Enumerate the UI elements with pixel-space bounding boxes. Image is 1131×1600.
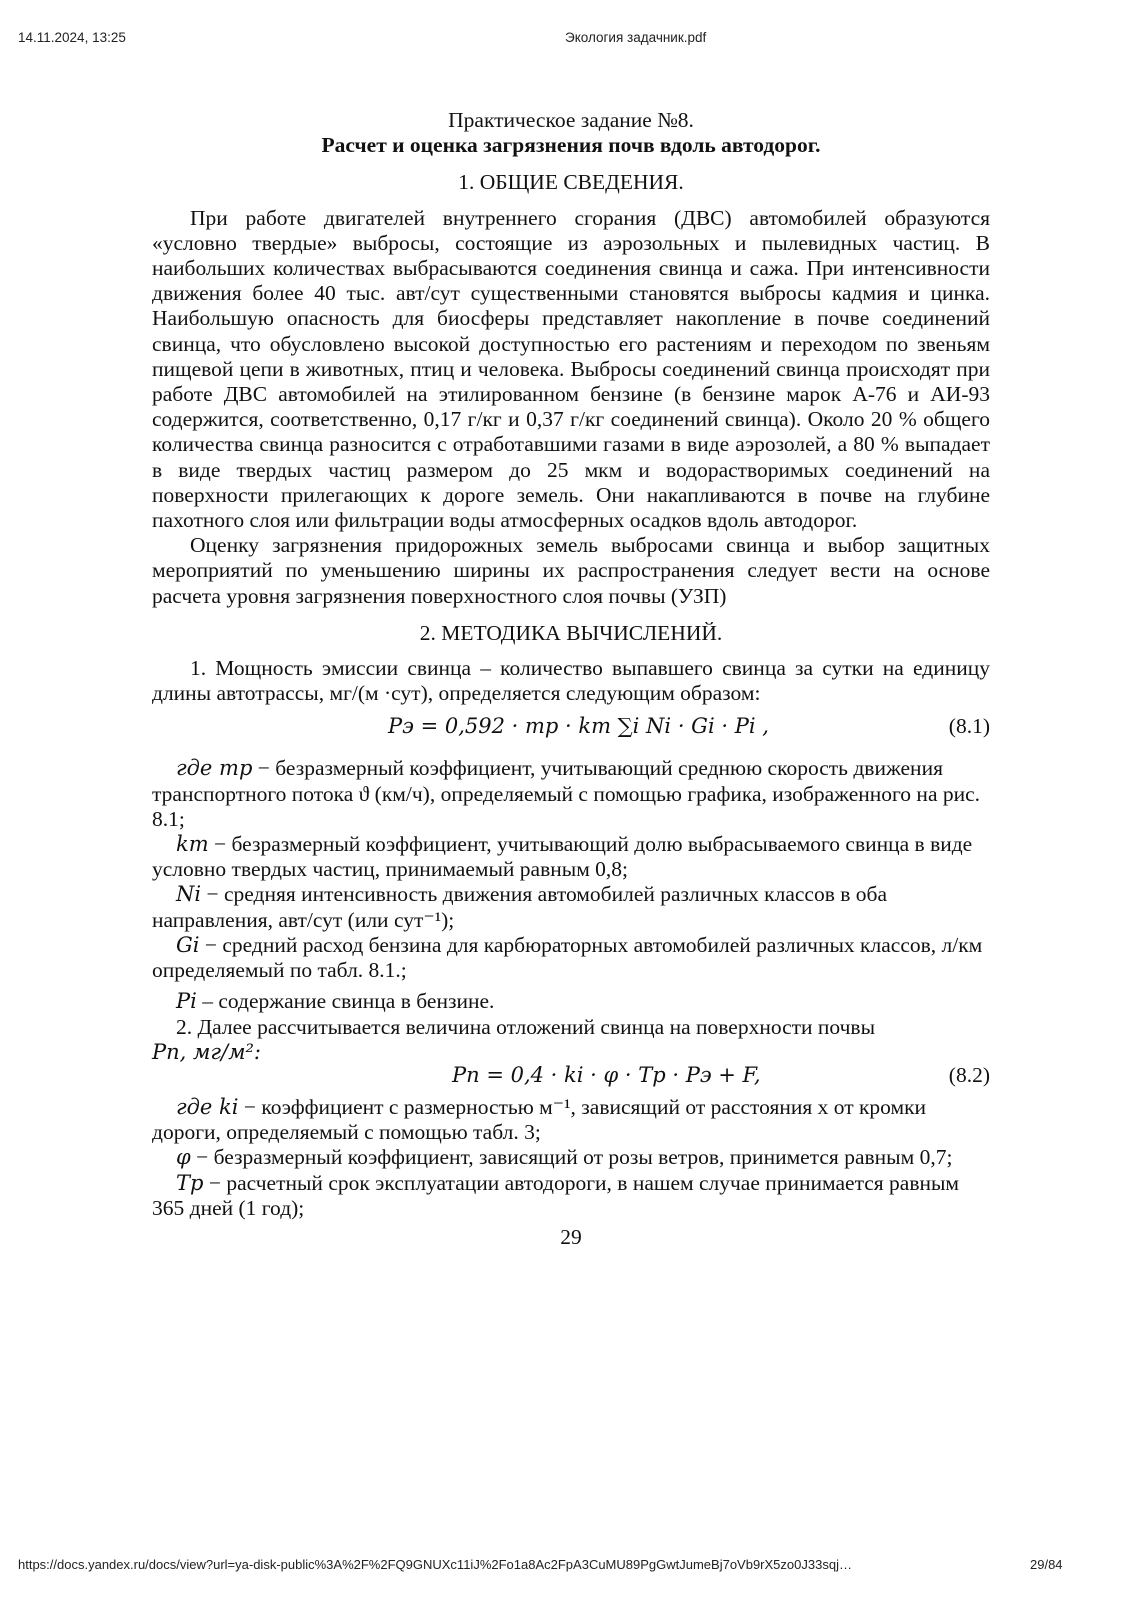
paragraph-general-info: При работе двигателей внутреннего сгорания (ДВС) автомобилей образуются «условно твердые» выбросы, состоящие из аэрозольных и пылевидных частиц. В наибольших количествах выбрасываются соединения свинца и сажа. При интенсивности движения более 40 тыс. авт/сут существенными становятся выбросы кадмия и цинка. Наибольшую опасность для биосферы представляет накопление в почве соединений свинца, что обусловлено высокой доступностью его растениям и переходом по звеньям пищевой цепи в животных, птиц и человека. Выбросы соединений свинца происходят при работе ДВС автомобилей на этилированном бензине (в бензине марок А-76 и АИ-93 содержится, соответственно, 0,17 г/кг и 0,37 г/кг соединений свинца). Около 20 % общего количества свинца разносится с отработавшими газами в виде аэрозолей, а 80 % выпадает в виде твердых частиц размером до 25 мкм и водорастворимых соединений на поверхности прилегающих к дороге земель. Они накапливаются в почве на глубине пахотного слоя или фильтрации воды атмосферных осадков вдоль автодорог.	[152, 205, 990, 533]
definition-mp	[152, 756, 990, 832]
step-1-text: 1. Мощность эмиссии свинца – количество выпавшего свинца за сутки на единицу длины автотрассы, мг/(м ·сут), определяется следующим образом:	[152, 656, 990, 706]
definition-ki	[152, 1095, 990, 1145]
step-2-unit-text: Pп, мг/м²:	[152, 1039, 262, 1064]
paragraph-assessment: Оценку загрязнения придорожных земель выбросами свинца и выбор защитных мероприятий по уменьшению ширины их распространения следует вести на основе расчета уровня загрязнения поверхностного слоя почвы (УЗП)	[152, 533, 990, 608]
var-tp: Tp	[176, 1170, 204, 1195]
section-heading-general: 1. ОБЩИЕ СВЕДЕНИЯ.	[458, 170, 684, 195]
var-phi: φ	[176, 1145, 191, 1170]
definition-ni-text: − средняя интенсивность движения автомобилей различных классов в оба направления, авт/сут (или сут⁻¹);	[152, 882, 887, 932]
task-title: Расчет и оценка загрязнения почв вдоль автодорог.	[321, 133, 821, 158]
definition-tp	[152, 1171, 990, 1221]
print-timestamp: 14.11.2024, 13:25	[18, 30, 126, 45]
definition-pi	[152, 989, 990, 1014]
var-ki: где ki	[176, 1094, 239, 1119]
definition-tp-text: − расчетный срок эксплуатации автодороги, в нашем случае принимается равным 365 дней (1 год);	[152, 1170, 960, 1220]
document-page	[152, 108, 990, 1250]
step-2-text: 2. Далее рассчитывается величина отложений свинца на поверхности почвы	[176, 1014, 876, 1039]
formula-8-1-expression: Pэ = 0,592 · mp · kт ∑i Ni · Gi · Pi ,	[388, 714, 769, 739]
definition-ki-text: − коэффициент с размерностью м⁻¹, зависящий от расстояния х от кромки дороги, определяемый с помощью табл. 3;	[152, 1094, 927, 1145]
definition-phi	[152, 1145, 990, 1170]
task-number: Практическое задание №8.	[448, 108, 694, 132]
var-kt: kт	[176, 832, 209, 857]
page-counter: 29/84	[1030, 1557, 1063, 1572]
formula-8-1	[152, 706, 990, 756]
definition-pi-text: – содержание свинца в бензине.	[196, 989, 495, 1014]
definition-kt	[152, 832, 990, 882]
formula-8-1-number: (8.1)	[948, 714, 990, 739]
page-number: 29	[560, 1224, 582, 1249]
var-mp: где mp	[176, 756, 253, 781]
formula-8-2	[152, 1055, 990, 1091]
definition-gi-text: − средний расход бензина для карбюраторных автомобилей различных классов, л/км определяемый по табл. 8.1.;	[152, 932, 983, 983]
var-pi: Pi	[176, 989, 197, 1014]
definition-mp-text: − безразмерный коэффициент, учитывающий среднюю скорость движения транспортного потока ϑ (км/ч), определяемый с помощью графика, изображенного на рис. 8.1;	[152, 756, 981, 831]
formula-8-2-number: (8.2)	[948, 1062, 990, 1087]
document-url[interactable]: https://docs.yandex.ru/docs/view?url=ya-disk-public%3A%2F%2FQ9GNUXc11iJ%2Fo1a8Ac2FpA3CuMU89PgGwtJumeBj7oVb9rX5zo0J33sqj…	[18, 1557, 852, 1572]
document-title: Экология задачник.pdf	[565, 30, 707, 45]
definition-gi	[152, 933, 990, 983]
definition-phi-text: − безразмерный коэффициент, зависящий от розы ветров, принимется равным 0,7;	[190, 1145, 953, 1170]
var-ni: Ni	[176, 882, 202, 907]
definition-ni	[152, 882, 990, 932]
formula-8-2-expression: Pп = 0,4 · ki · φ · Tp · Pэ + F,	[452, 1062, 761, 1087]
section-heading-method: 2. МЕТОДИКА ВЫЧИСЛЕНИЙ.	[419, 620, 723, 645]
definition-kt-text: − безразмерный коэффициент, учитывающий долю выбрасываемого свинца в виде условно твердых частиц, принимаемый равным 0,8;	[152, 832, 973, 882]
var-gi: Gi	[176, 932, 200, 957]
